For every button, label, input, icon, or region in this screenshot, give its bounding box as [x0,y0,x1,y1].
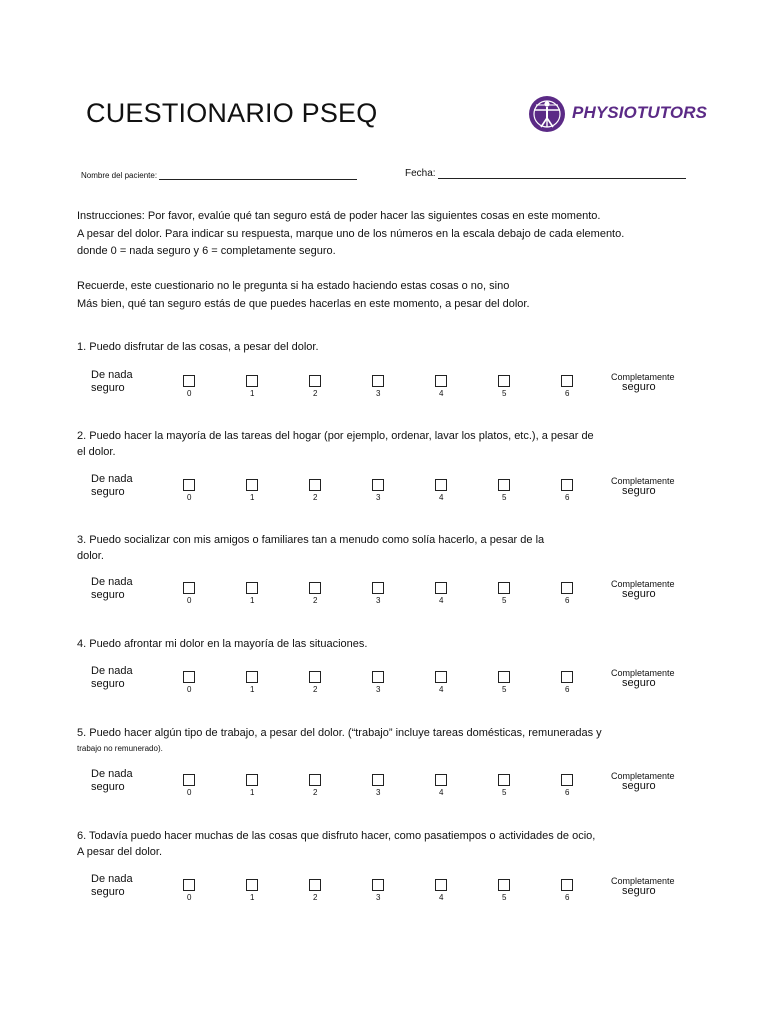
scale-label-max-line2: seguro [622,588,656,600]
question-line: 6. Todavía puedo hacer muchas de las cosas que disfruto hacer, como pasatiempos o actividades de ocio, [77,830,596,842]
rating-checkbox-0[interactable] [183,774,195,786]
patient-name-field[interactable] [81,170,357,180]
rating-number: 4 [439,685,444,694]
scale-label-max: Completamente [611,372,675,382]
rating-checkbox-0[interactable] [183,375,195,387]
scale-label-min [91,473,133,499]
rating-number: 6 [565,685,570,694]
scale-label-max-line2: seguro [622,381,656,393]
reminder-line: Más bien, qué tan seguro estás de que puedes hacerlas en este momento, a pesar del dolor. [77,297,530,310]
question-line: trabajo no remunerado). [77,744,163,753]
rating-number: 0 [187,596,192,605]
scale-label-line: De nada [91,473,133,485]
question-text [77,828,595,860]
rating-checkbox-4[interactable] [435,671,447,683]
question-text [77,636,367,652]
rating-number: 3 [376,493,381,502]
physiotutors-logo [529,96,708,132]
rating-number: 1 [250,389,255,398]
rating-number: 1 [250,493,255,502]
rating-checkbox-1[interactable] [246,774,258,786]
rating-number: 0 [187,389,192,398]
rating-number: 5 [502,685,507,694]
rating-number: 4 [439,788,444,797]
rating-number: 6 [565,788,570,797]
rating-number: 4 [439,596,444,605]
page-title: CUESTIONARIO PSEQ [86,98,378,128]
rating-checkbox-6[interactable] [561,671,573,683]
rating-number: 0 [187,493,192,502]
rating-checkbox-1[interactable] [246,375,258,387]
rating-number: 5 [502,893,507,902]
question-line: 2. Puedo hacer la mayoría de las tareas del hogar (por ejemplo, ordenar, lavar los platos, etc.), a pesar de [77,430,594,442]
instructions-line: donde 0 = nada seguro y 6 = completamente seguro. [77,245,336,257]
rating-number: 3 [376,893,381,902]
question-text [77,532,544,564]
question-text [77,428,594,460]
instructions [77,208,624,261]
scale-label-min [91,369,133,395]
instructions-line: A pesar del dolor. Para indicar su respuesta, marque uno de los números en la escala debajo de cada elemento. [77,227,625,240]
rating-checkbox-5[interactable] [498,774,510,786]
rating-checkbox-4[interactable] [435,479,447,491]
rating-checkbox-4[interactable] [435,582,447,594]
rating-checkbox-3[interactable] [372,479,384,491]
scale-label-line: De nada [91,665,133,677]
reminder [77,278,530,313]
rating-checkbox-2[interactable] [309,879,321,891]
rating-number: 6 [565,389,570,398]
scale-label-line: De nada [91,768,133,780]
rating-checkbox-6[interactable] [561,774,573,786]
rating-checkbox-6[interactable] [561,879,573,891]
scale-label-max: Completamente [611,668,675,678]
rating-number: 1 [250,893,255,902]
reminder-line: Recuerde, este cuestionario no le pregunta si ha estado haciendo estas cosas o no, sino [77,280,510,292]
rating-checkbox-0[interactable] [183,479,195,491]
rating-number: 2 [313,596,318,605]
rating-number: 5 [502,493,507,502]
rating-number: 4 [439,893,444,902]
scale-label-line: De nada [91,576,133,588]
rating-checkbox-6[interactable] [561,582,573,594]
rating-checkbox-3[interactable] [372,879,384,891]
logo-text: PHYSIOTUTORS [572,103,708,122]
scale-label-line: seguro [91,382,125,394]
scale-label-min [91,665,133,691]
date-field[interactable] [405,168,686,179]
rating-number: 5 [502,788,507,797]
rating-checkbox-2[interactable] [309,479,321,491]
rating-number: 3 [376,685,381,694]
rating-checkbox-6[interactable] [561,479,573,491]
rating-number: 0 [187,788,192,797]
rating-checkbox-2[interactable] [309,375,321,387]
date-label: Fecha: [405,168,436,179]
patient-name-label: Nombre del paciente: [81,171,158,180]
rating-checkbox-0[interactable] [183,879,195,891]
rating-checkbox-3[interactable] [372,582,384,594]
rating-checkbox-3[interactable] [372,375,384,387]
question-line: 4. Puedo afrontar mi dolor en la mayoría de las situaciones. [77,638,368,650]
rating-scale [0,473,768,513]
rating-scale [0,873,768,913]
rating-number: 6 [565,893,570,902]
rating-number: 2 [313,389,318,398]
rating-number: 4 [439,493,444,502]
rating-checkbox-5[interactable] [498,479,510,491]
scale-label-line: De nada [91,873,133,885]
question-line: 5. Puedo hacer algún tipo de trabajo, a pesar del dolor. (“trabajo” incluye tareas domésticas, remuneradas y [77,727,602,739]
rating-checkbox-4[interactable] [435,879,447,891]
rating-scale [0,576,768,616]
rating-number: 1 [250,685,255,694]
scale-label-min [91,873,133,899]
rating-checkbox-2[interactable] [309,671,321,683]
scale-label-line: seguro [91,678,125,690]
question-line: A pesar del dolor. [77,846,163,858]
rating-number: 3 [376,596,381,605]
rating-number: 1 [250,596,255,605]
rating-checkbox-1[interactable] [246,671,258,683]
scale-label-line: seguro [91,886,125,898]
rating-number: 2 [313,788,318,797]
rating-checkbox-0[interactable] [183,582,195,594]
rating-checkbox-1[interactable] [246,879,258,891]
scale-label-line: seguro [91,781,125,793]
rating-checkbox-5[interactable] [498,879,510,891]
rating-scale [0,768,768,808]
scale-label-max: Completamente [611,771,675,781]
rating-number: 6 [565,596,570,605]
rating-number: 5 [502,389,507,398]
scale-label-max-line2: seguro [622,780,656,792]
question-line: dolor. [77,550,104,562]
question-line: 3. Puedo socializar con mis amigos o familiares tan a menudo como solía hacerlo, a pesar de la [77,534,545,546]
question-text [77,339,319,355]
rating-checkbox-5[interactable] [498,671,510,683]
rating-checkbox-2[interactable] [309,582,321,594]
scale-label-line: seguro [91,589,125,601]
rating-checkbox-1[interactable] [246,582,258,594]
rating-checkbox-0[interactable] [183,671,195,683]
rating-checkbox-4[interactable] [435,375,447,387]
instructions-line: Instrucciones: Por favor, evalúe qué tan seguro está de poder hacer las siguientes cosas en este momento. [77,210,601,222]
rating-number: 5 [502,596,507,605]
date-line[interactable] [438,169,686,179]
scale-label-min [91,768,133,794]
rating-number: 2 [313,893,318,902]
rating-number: 0 [187,685,192,694]
scale-label-line: De nada [91,369,133,381]
scale-label-max-line2: seguro [622,677,656,689]
rating-checkbox-3[interactable] [372,671,384,683]
rating-number: 2 [313,685,318,694]
rating-checkbox-3[interactable] [372,774,384,786]
rating-checkbox-6[interactable] [561,375,573,387]
rating-number: 2 [313,493,318,502]
scale-label-max: Completamente [611,579,675,589]
rating-checkbox-5[interactable] [498,375,510,387]
rating-scale [0,369,768,409]
question-line: 1. Puedo disfrutar de las cosas, a pesar del dolor. [77,341,319,353]
scale-label-line: seguro [91,486,125,498]
rating-checkbox-4[interactable] [435,774,447,786]
question-text [77,725,602,757]
scale-label-max: Completamente [611,476,675,486]
rating-checkbox-2[interactable] [309,774,321,786]
rating-scale [0,665,768,705]
vitruvian-man-icon [529,96,565,132]
rating-number: 6 [565,493,570,502]
scale-label-max-line2: seguro [622,485,656,497]
rating-number: 0 [187,893,192,902]
rating-checkbox-1[interactable] [246,479,258,491]
rating-checkbox-5[interactable] [498,582,510,594]
scale-label-max-line2: seguro [622,885,656,897]
rating-number: 1 [250,788,255,797]
scale-label-max: Completamente [611,876,675,886]
scale-label-min [91,576,133,602]
rating-number: 3 [376,788,381,797]
rating-number: 3 [376,389,381,398]
patient-name-line[interactable] [159,170,357,180]
rating-number: 4 [439,389,444,398]
question-line: el dolor. [77,446,116,458]
